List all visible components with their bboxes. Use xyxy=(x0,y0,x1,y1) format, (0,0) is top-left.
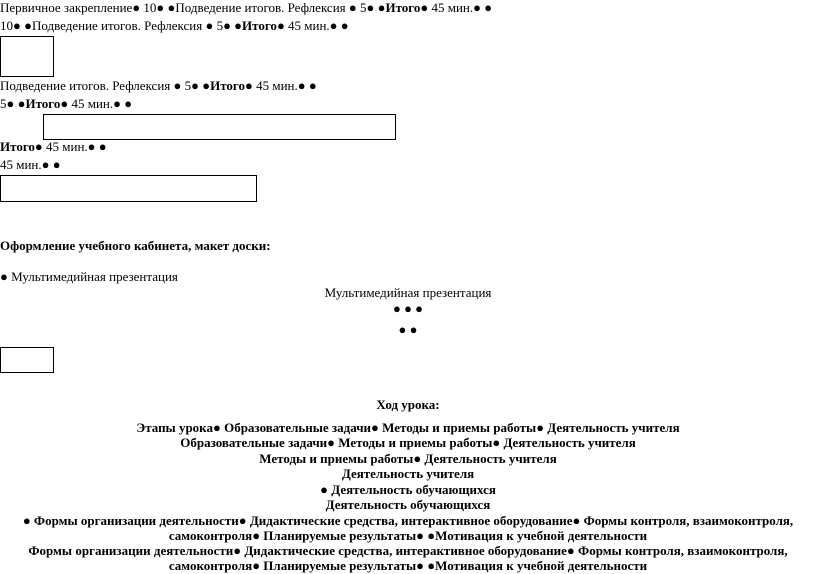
line-3-tail: ● 45 мин.● ● xyxy=(244,78,317,93)
row-text-1: Этапы урока● Образовательные задачи● Методы и приемы работы● Деятельность учителя xyxy=(136,420,680,435)
text-line-6 xyxy=(0,157,61,173)
line-6-text: 45 мин.● ● xyxy=(0,157,61,172)
row-text-7: ● Формы организации деятельности● Дидактические средства, интерактивное оборудование● Формы контроля, взаимоконтроля, xyxy=(22,513,794,528)
line-4-text: 5● ● xyxy=(0,96,26,111)
row-text-4: Деятельность учителя xyxy=(341,466,475,481)
text-line-4 xyxy=(0,96,132,112)
section-heading-board: Оформление учебного кабинета, макет доски: xyxy=(0,238,271,253)
bullet-row-2: ● ● xyxy=(398,322,418,337)
line-5-bold: Итого xyxy=(0,139,35,154)
line-2-bold: Итого xyxy=(242,18,277,33)
empty-box-1 xyxy=(0,36,54,77)
empty-box-3 xyxy=(0,175,257,202)
line-4-tail: ● 45 мин.● ● xyxy=(60,96,133,111)
line-3-text: Подведение итогов. Рефлексия ● 5● ● xyxy=(0,78,211,93)
text-line-8: Мультимедийная презентация xyxy=(324,285,492,300)
line-1-tail: ● 45 мин.● ● xyxy=(420,0,493,15)
text-line-7: ● Мультимедийная презентация xyxy=(0,269,178,284)
row-text-9: Формы организации деятельности● Дидактические средства, интерактивное оборудование● Формы контроля, взаимоконтроля, xyxy=(28,543,788,558)
line-5-tail: ● 45 мин.● ● xyxy=(34,139,107,154)
text-line-3 xyxy=(0,78,317,94)
row-text-5: ● Деятельность обучающихся xyxy=(320,482,496,497)
row-text-6: Деятельность обучающихся xyxy=(325,497,491,512)
bullet-row-1: ● ● ● xyxy=(392,301,424,316)
line-1-bold: Итого xyxy=(385,0,421,15)
line-4-bold: Итого xyxy=(25,96,61,111)
line-2-text: 10● ●Подведение итогов. Рефлексия ● 5● ● xyxy=(0,18,243,33)
section-heading-lesson: Ход урока: xyxy=(376,397,440,412)
row-text-2: Образовательные задачи● Методы и приемы работы● Деятельность учителя xyxy=(180,435,636,450)
empty-box-2 xyxy=(43,114,396,140)
row-text-8: самоконтроля● Планируемые результаты● ●Мотивация к учебной деятельности xyxy=(168,528,648,543)
text-line-2 xyxy=(0,18,349,34)
row-text-3: Методы и приемы работы● Деятельность учителя xyxy=(259,451,557,466)
line-3-bold: Итого xyxy=(210,78,245,93)
text-line-5 xyxy=(0,139,107,155)
row-text-10: самоконтроля● Планируемые результаты● ●Мотивация к учебной деятельности xyxy=(168,558,648,573)
text-line-1 xyxy=(0,0,492,16)
empty-box-4 xyxy=(0,347,54,373)
line-2-tail: ● 45 мин.● ● xyxy=(276,18,349,33)
line-1-text: Первичное закрепление● 10● ●Подведение итогов. Рефлексия ● 5● ● xyxy=(0,0,386,15)
